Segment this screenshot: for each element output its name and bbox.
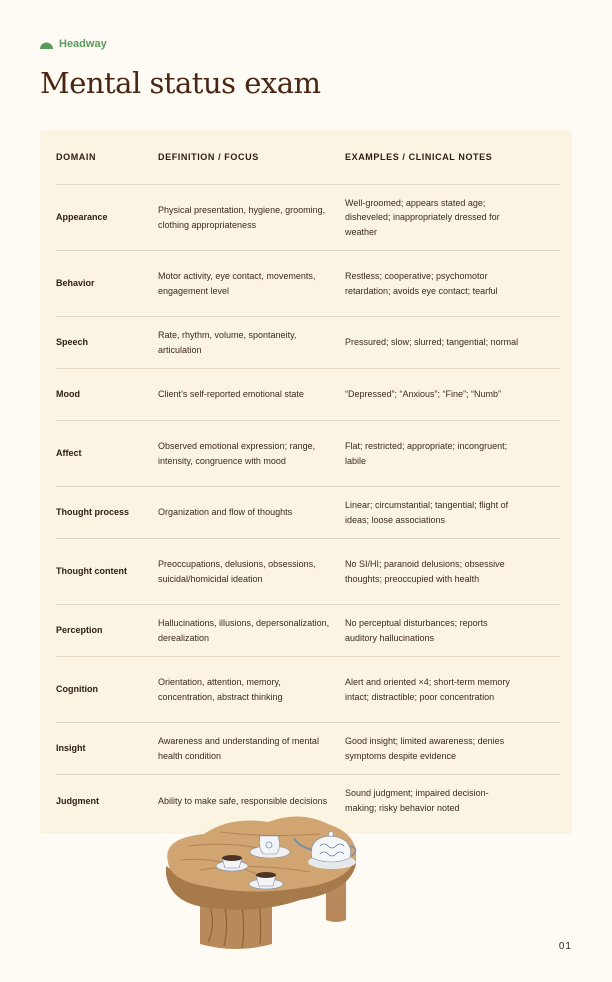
examples-cell: Flat; restricted; appropriate; incongruent; labile	[345, 441, 508, 466]
definition-cell: Awareness and understanding of mental health condition	[158, 736, 319, 761]
table-row	[56, 723, 560, 775]
definition-cell: Observed emotional expression; range, intensity, congruence with mood	[158, 441, 316, 466]
examples-cell: Pressured; slow; slurred; tangential; normal	[345, 337, 519, 348]
domain-cell: Perception	[56, 625, 103, 636]
domain-cell: Affect	[56, 448, 82, 459]
definition-cell: Hallucinations, illusions, depersonalization, derealization	[158, 618, 330, 643]
table-header-row	[56, 130, 560, 185]
column-header-definition: DEFINITION / FOCUS	[158, 151, 259, 162]
domain-cell: Mood	[56, 389, 80, 400]
examples-cell: No perceptual disturbances; reports auditory hallucinations	[345, 618, 488, 643]
page-title: Mental status exam	[40, 66, 321, 100]
table-row	[56, 605, 560, 657]
definition-cell: Ability to make safe, responsible decisions	[158, 795, 328, 806]
table-row	[56, 369, 560, 421]
headway-logo-icon	[40, 40, 53, 49]
examples-cell: Alert and oriented ×4; short-term memory intact; distractible; poor concentration	[345, 677, 510, 702]
examples-cell: Well-groomed; appears stated age; disheveled; inappropriately dressed for weather	[345, 197, 500, 237]
domain-cell: Thought process	[56, 507, 130, 518]
examples-cell: “Depressed”; “Anxious”; “Fine”; “Numb”	[345, 389, 502, 400]
column-header-domain: DOMAIN	[56, 151, 97, 162]
table-row	[56, 251, 560, 317]
domain-cell: Speech	[56, 337, 89, 348]
definition-cell: Motor activity, eye contact, movements, engagement level	[158, 271, 316, 296]
examples-cell: Good insight; limited awareness; denies symptoms despite evidence	[345, 736, 505, 761]
page-number: 01	[558, 941, 572, 952]
domain-cell: Cognition	[56, 684, 98, 695]
definition-cell: Organization and flow of thoughts	[158, 507, 293, 518]
definition-cell: Rate, rhythm, volume, spontaneity, articulation	[158, 330, 297, 355]
brand-logo	[40, 38, 107, 50]
table-with-teaset-illustration	[160, 812, 360, 952]
domain-cell: Appearance	[56, 212, 108, 223]
examples-cell: Linear; circumstantial; tangential; flight of ideas; loose associations	[345, 500, 509, 525]
table-row	[56, 185, 560, 251]
table-row	[56, 657, 560, 723]
domain-cell: Thought content	[56, 566, 127, 577]
table-row	[56, 539, 560, 605]
table-row	[56, 487, 560, 539]
examples-cell: No SI/HI; paranoid delusions; obsessive thoughts; preoccupied with health	[345, 559, 505, 584]
column-header-examples: EXAMPLES / CLINICAL NOTES	[345, 151, 493, 162]
examples-cell: Restless; cooperative; psychomotor retardation; avoids eye contact; tearful	[345, 271, 498, 296]
definition-cell: Preoccupations, delusions, obsessions, suicidal/homicidal ideation	[158, 559, 316, 584]
mse-table	[56, 130, 560, 827]
domain-cell: Judgment	[56, 795, 100, 806]
table-row	[56, 421, 560, 487]
definition-cell: Orientation, attention, memory, concentration, abstract thinking	[158, 677, 283, 702]
domain-cell: Behavior	[56, 278, 95, 289]
definition-cell: Client’s self-reported emotional state	[158, 389, 304, 400]
brand-name: Headway	[59, 38, 107, 50]
examples-cell: Sound judgment; impaired decision-making; risky behavior noted	[345, 788, 489, 813]
definition-cell: Physical presentation, hygiene, grooming, clothing appropriateness	[158, 205, 326, 230]
mse-table-card	[40, 130, 572, 834]
table-row	[56, 317, 560, 369]
domain-cell: Insight	[56, 743, 86, 754]
